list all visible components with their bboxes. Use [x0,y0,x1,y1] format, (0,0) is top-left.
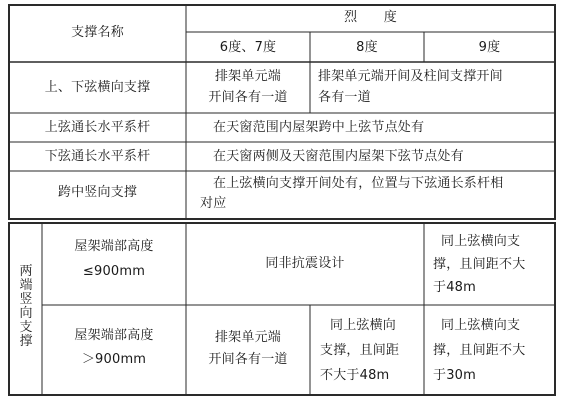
header-degree-6-7: 6度、7度 [219,40,277,55]
group-label-end-vertical-bracing: 两端竖向支撑 [19,264,33,349]
row-name-bottom-chord-tie-bar: 下弦通长水平系杆 [44,149,151,164]
row-name-midspan-vertical-bracing: 跨中竖向支撑 [57,185,138,200]
header-degree-9: 9度 [478,40,501,55]
cell-r1-67-line2: 开间各有一道 [208,90,288,105]
row-a-9-line3: 于48m [433,280,477,295]
cell-r3-text: 在天窗两侧及天窗范围内屋架下弦节点处有 [213,149,464,164]
row-b-name-line2: ＞900mm [81,352,147,367]
cell-r4-line1: 在上弦横向支撑开间处有，位置与下弦通长系杆相 [213,176,504,191]
header-bracing-name: 支撑名称 [71,25,124,40]
cell-r4-line2: 对应 [200,196,227,211]
row-name-chord-transverse-bracing: 上、下弦横向支撑 [44,80,151,95]
cell-r1-89-line2: 各有一道 [318,90,371,105]
row-b-8-line3: 不大于48m [320,368,390,383]
row-a-merged-same-as-non-seismic: 同非抗震设计 [265,256,345,271]
header-degree-8: 8度 [356,40,378,55]
row-b-67-line1: 排架单元端 [214,330,281,345]
row-b-8-line2: 支撑，且间距 [320,343,400,358]
row-name-top-chord-tie-bar: 上弦通长水平系杆 [44,120,151,135]
row-b-9-line3: 于30m [433,368,477,383]
row-b-name-line1: 屋架端部高度 [74,328,154,343]
cell-r2-text: 在天窗范围内屋架跨中上弦节点处有 [213,120,425,135]
cell-r1-67-line1: 排架单元端 [214,69,281,84]
row-b-9-line1: 同上弦横向支 [441,318,521,333]
row-b-67-line2: 开间各有一道 [208,352,288,367]
cell-r1-89-line1: 排架单元端开间及柱间支撑开间 [318,69,503,84]
row-b-9-line2: 撑，且间距不大 [433,343,526,358]
row-a-name-line1: 屋架端部高度 [74,239,154,254]
row-a-name-line2: ≤900mm [82,264,146,279]
row-a-9-line1: 同上弦横向支 [441,234,521,249]
row-b-8-line1: 同上弦横向 [330,318,397,333]
header-intensity: 烈 度 [344,10,397,25]
row-a-9-line2: 撑，且间距不大 [433,257,526,272]
